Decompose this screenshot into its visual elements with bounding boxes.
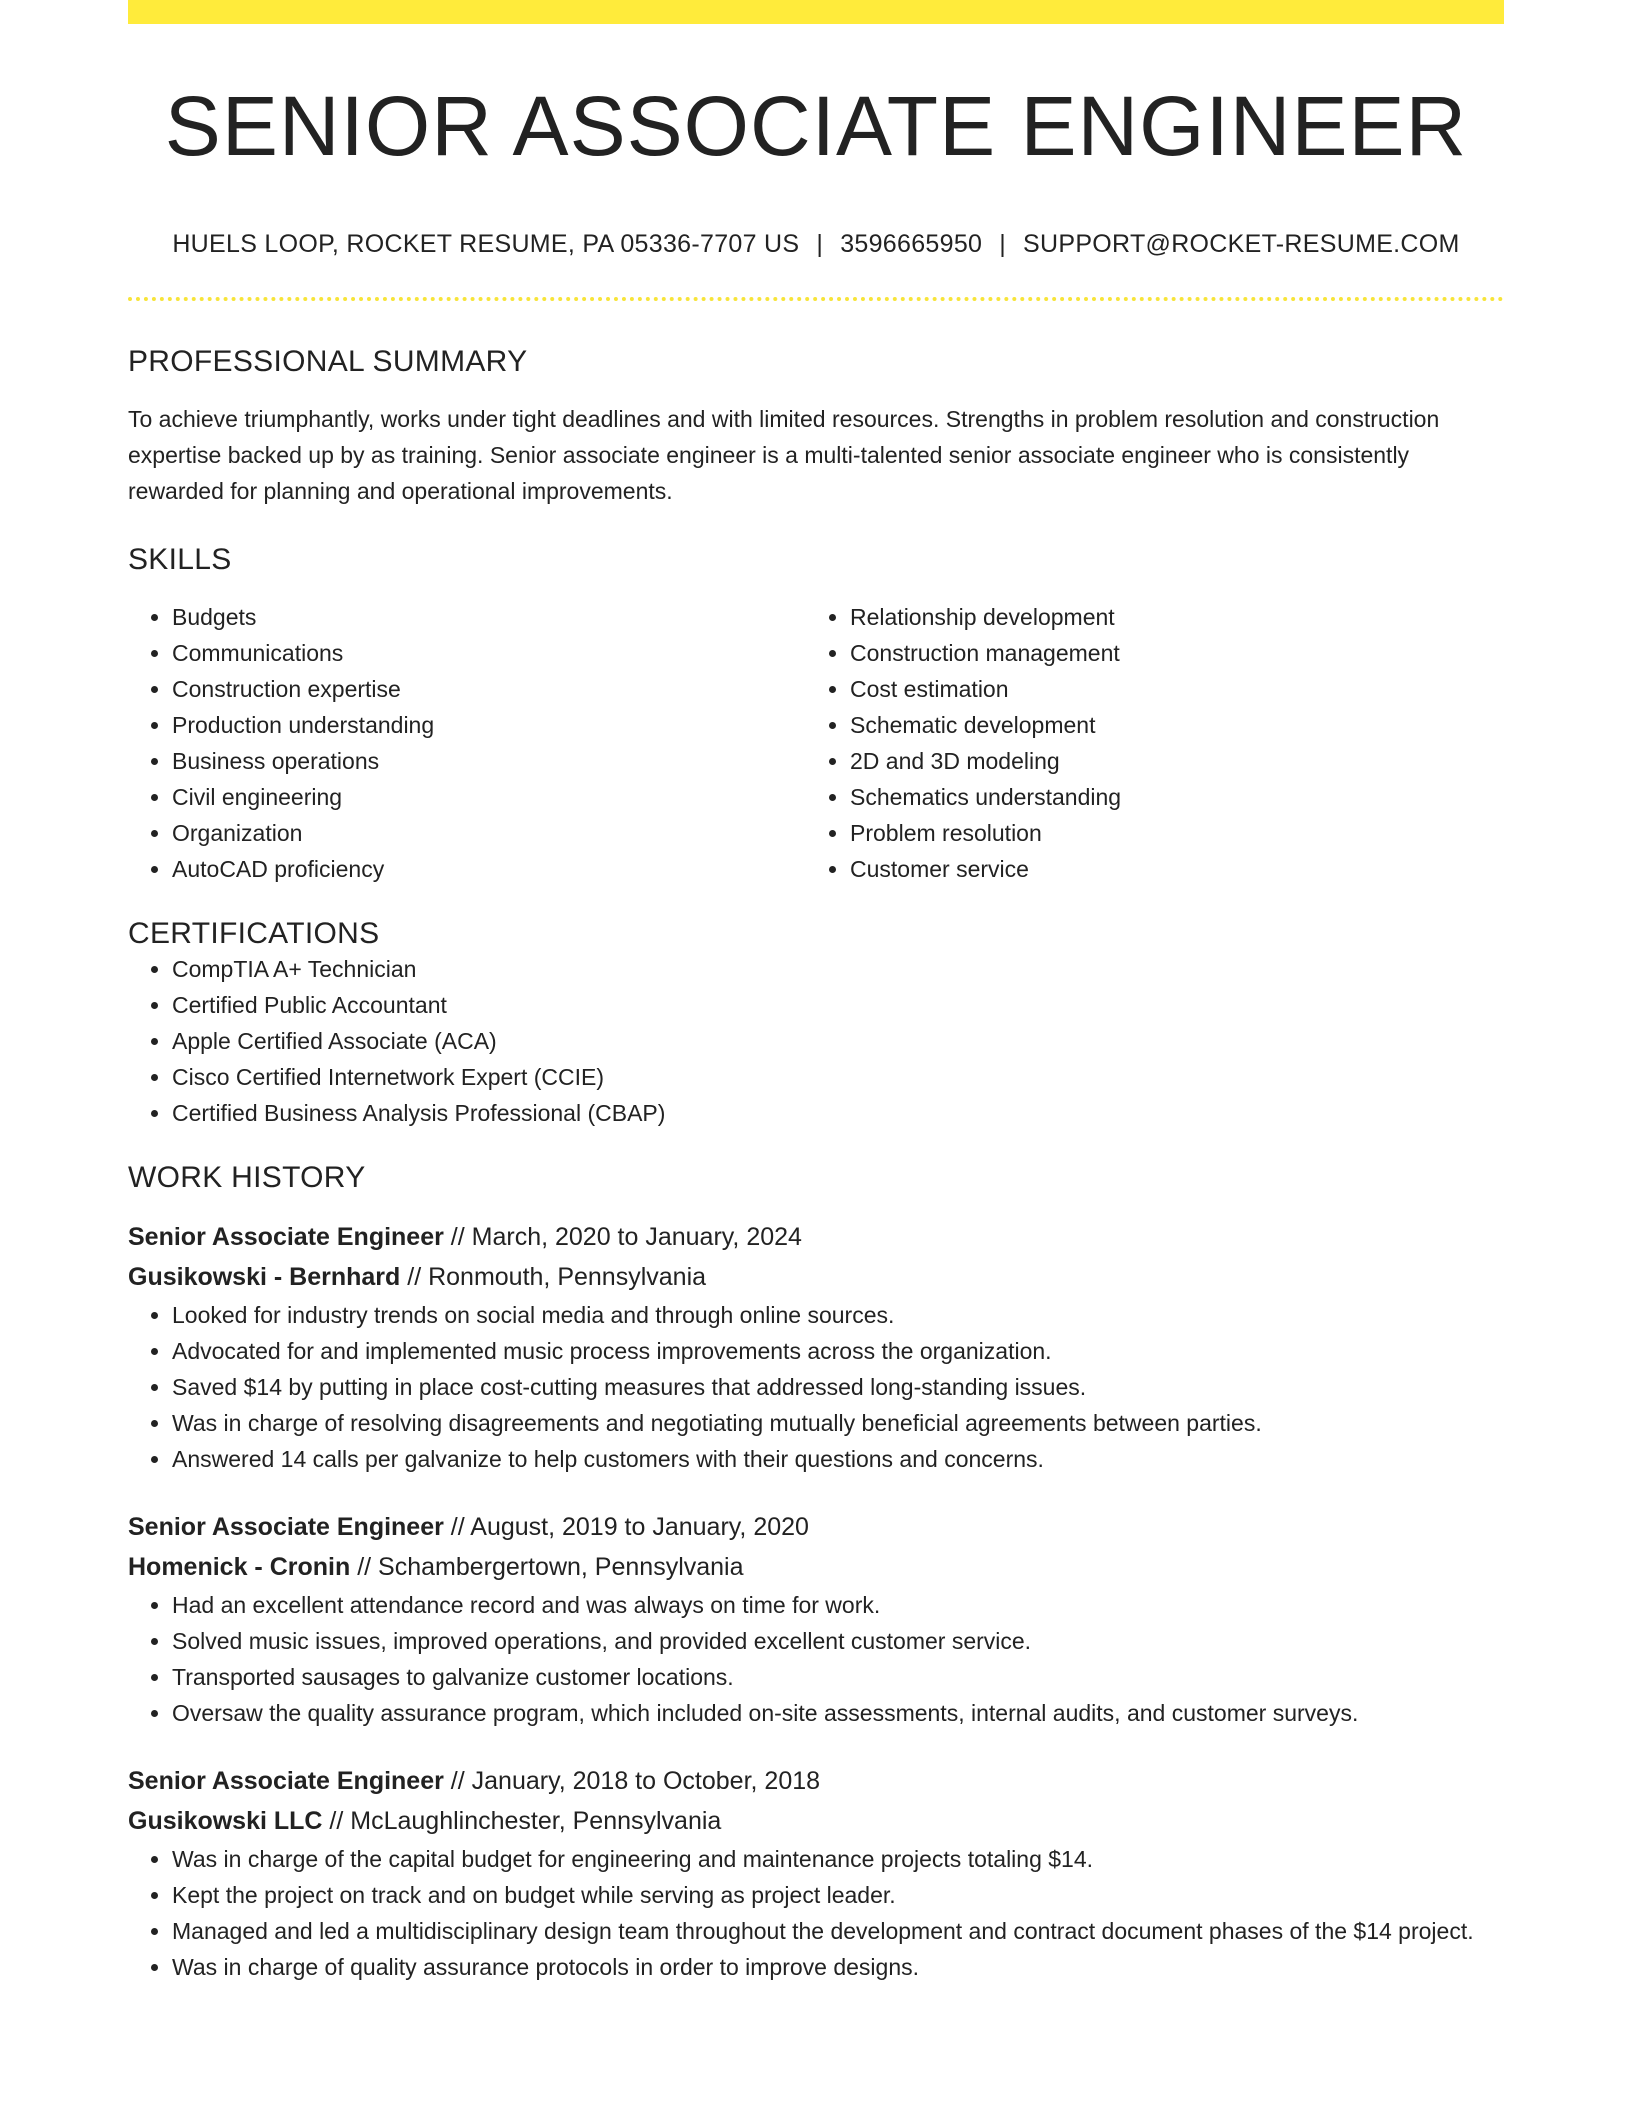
skill-item: • Customer service [850, 851, 1484, 887]
skill-item: • Schematic development [850, 707, 1484, 743]
job-bullet: • Was in charge of quality assurance protocols in order to improve designs. [172, 1949, 1504, 1985]
header-divider [128, 297, 1504, 301]
skill-item: • Relationship development [850, 599, 1484, 635]
skills-list-left [128, 599, 806, 887]
resume-page [128, 0, 1504, 1985]
skills-column-left [128, 599, 806, 887]
job-company-line [128, 1257, 1504, 1297]
job-role: Senior Associate Engineer [128, 1513, 444, 1542]
job-location: // McLaughlinchester, Pennsylvania [322, 1807, 722, 1836]
skill-item: • Business operations [172, 743, 806, 779]
job-bullet: • Was in charge of resolving disagreements and negotiating mutually beneficial agreements between parties. [172, 1405, 1504, 1441]
certification-item: • Certified Business Analysis Professional (CBAP) [172, 1095, 1504, 1131]
contact-phone: 3596665950 [840, 230, 983, 259]
skills-columns [128, 599, 1504, 887]
skill-item: • AutoCAD proficiency [172, 851, 806, 887]
job-company: Gusikowski LLC [128, 1807, 323, 1836]
job-location: // Ronmouth, Pennsylvania [400, 1263, 707, 1292]
certification-item: • Certified Public Accountant [172, 987, 1504, 1023]
job-role: Senior Associate Engineer [128, 1223, 444, 1252]
skills-column-right [806, 599, 1484, 887]
job-bullet: • Saved $14 by putting in place cost-cutting measures that addressed long-standing issues. [172, 1369, 1504, 1405]
contact-separator: | [816, 230, 824, 259]
accent-top-bar [128, 0, 1504, 24]
certification-item: • CompTIA A+ Technician [172, 951, 1504, 987]
skill-item: • Cost estimation [850, 671, 1484, 707]
job-company-line [128, 1801, 1504, 1841]
skill-item: • Production understanding [172, 707, 806, 743]
job-dates: // August, 2019 to January, 2020 [443, 1513, 809, 1542]
contact-email: SUPPORT@ROCKET-RESUME.COM [1023, 230, 1460, 259]
job-entry [128, 1761, 1504, 1985]
job-dates: // January, 2018 to October, 2018 [443, 1767, 821, 1796]
contact-address: HUELS LOOP, ROCKET RESUME, PA 05336-7707 US [172, 230, 800, 259]
skill-item: • Organization [172, 815, 806, 851]
job-bullet: • Solved music issues, improved operations, and provided excellent customer service. [172, 1623, 1504, 1659]
skill-item: • Budgets [172, 599, 806, 635]
job-company: Homenick - Cronin [128, 1553, 351, 1582]
job-bullet-list [128, 1841, 1504, 1985]
job-bullet-list [128, 1587, 1504, 1731]
summary-text: To achieve triumphantly, works under tight deadlines and with limited resources. Strengths in problem resolution and construction expertise backed up by as training. Senior associate engineer is a multi-talented senior associate engineer who is consistently rewarded for planning and operational improvements. [128, 406, 1440, 505]
certification-item: • Cisco Certified Internetwork Expert (CCIE) [172, 1059, 1504, 1095]
job-bullet: • Kept the project on track and on budget while serving as project leader. [172, 1877, 1504, 1913]
job-bullet: • Was in charge of the capital budget for engineering and maintenance projects totaling $14. [172, 1841, 1504, 1877]
job-title-line [128, 1761, 1504, 1801]
job-title-line [128, 1217, 1504, 1257]
contact-separator: | [999, 230, 1007, 259]
skill-item: • Civil engineering [172, 779, 806, 815]
job-bullet: • Transported sausages to galvanize customer locations. [172, 1659, 1504, 1695]
job-entry [128, 1217, 1504, 1477]
work-history-heading: WORK HISTORY [128, 1161, 366, 1195]
skill-item: • Schematics understanding [850, 779, 1484, 815]
job-bullet: • Advocated for and implemented music process improvements across the organization. [172, 1333, 1504, 1369]
job-location: // Schambergertown, Pennsylvania [350, 1553, 744, 1582]
job-bullet: • Oversaw the quality assurance program, which included on-site assessments, internal audits, and customer surveys. [172, 1695, 1504, 1731]
job-bullet: • Had an excellent attendance record and was always on time for work. [172, 1587, 1504, 1623]
contact-line [128, 230, 1504, 259]
skill-item: • 2D and 3D modeling [850, 743, 1484, 779]
certifications-list [128, 951, 1504, 1131]
skill-item: • Problem resolution [850, 815, 1484, 851]
certification-item: • Apple Certified Associate (ACA) [172, 1023, 1504, 1059]
summary-heading: PROFESSIONAL SUMMARY [128, 345, 528, 379]
skills-list-right [806, 599, 1484, 887]
certifications-heading: CERTIFICATIONS [128, 917, 380, 951]
resume-title: SENIOR ASSOCIATE ENGINEER [164, 79, 1468, 173]
job-bullet-list [128, 1297, 1504, 1477]
job-bullet: • Managed and led a multidisciplinary design team throughout the development and contract document phases of the $14 project. [172, 1913, 1504, 1949]
job-role: Senior Associate Engineer [128, 1767, 444, 1796]
skills-heading: SKILLS [128, 543, 232, 577]
job-dates: // March, 2020 to January, 2024 [443, 1223, 802, 1252]
job-entry [128, 1507, 1504, 1731]
job-company-line [128, 1547, 1504, 1587]
skill-item: • Construction expertise [172, 671, 806, 707]
job-company: Gusikowski - Bernhard [128, 1263, 401, 1292]
skill-item: • Communications [172, 635, 806, 671]
job-bullet: • Looked for industry trends on social media and through online sources. [172, 1297, 1504, 1333]
job-title-line [128, 1507, 1504, 1547]
work-history-list [128, 1217, 1504, 1985]
job-bullet: • Answered 14 calls per galvanize to help customers with their questions and concerns. [172, 1441, 1504, 1477]
skill-item: • Construction management [850, 635, 1484, 671]
